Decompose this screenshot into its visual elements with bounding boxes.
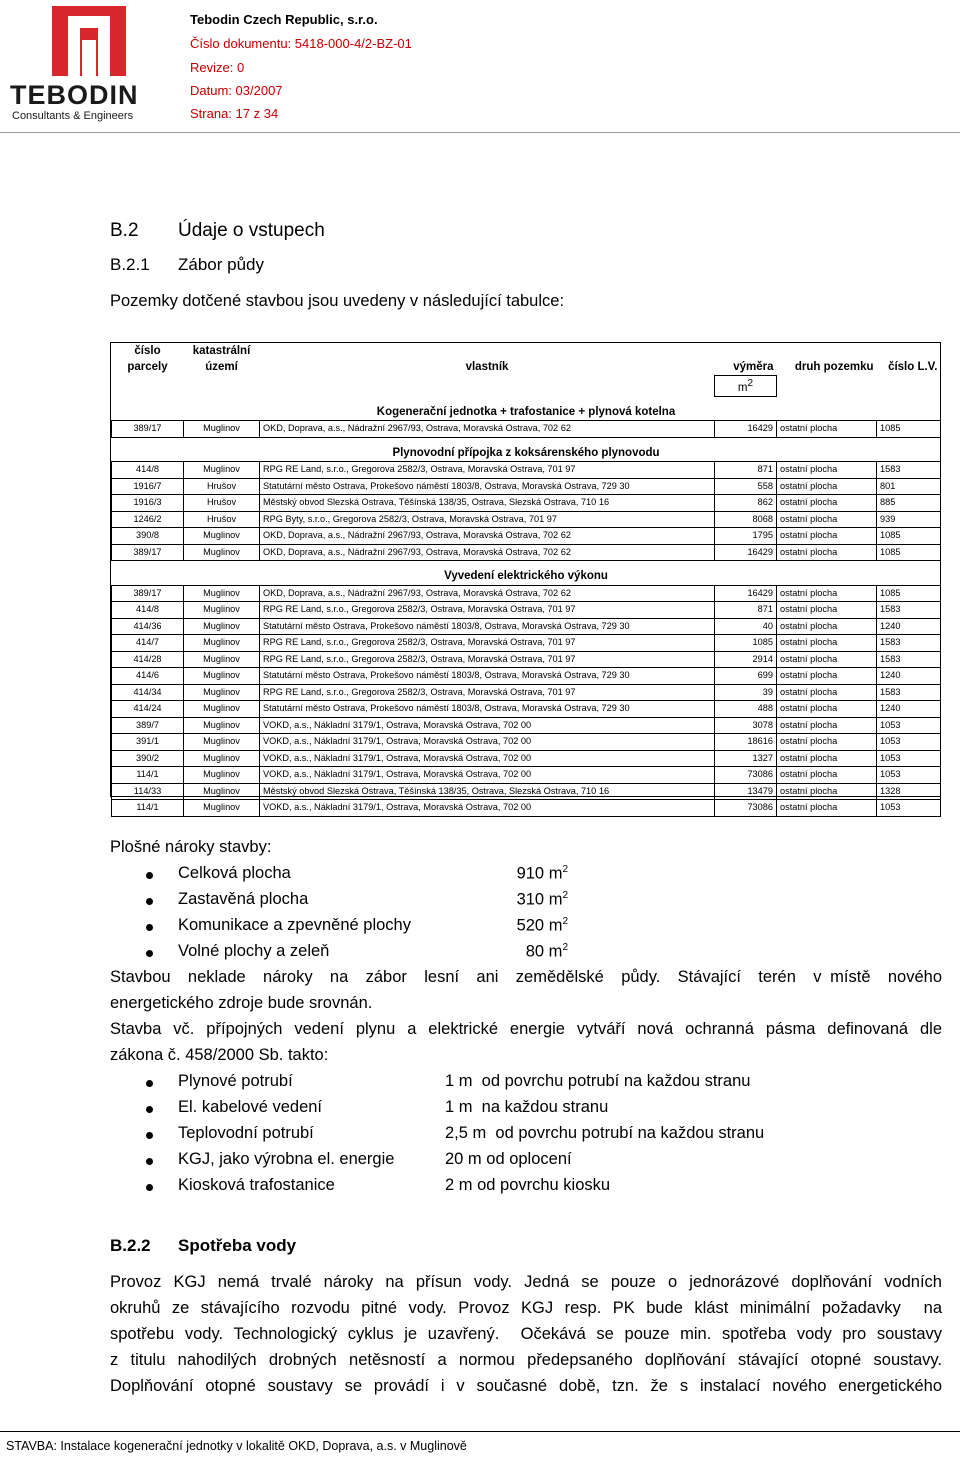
- table-row: [112, 421, 941, 438]
- land-type-cell: ostatní plocha: [777, 544, 877, 561]
- svg-text:TEBODIN: TEBODIN: [10, 80, 139, 110]
- parcel-cell: 1916/3: [112, 495, 184, 512]
- header-lv: číslo L.V.: [888, 361, 938, 374]
- parcel-cell: 414/8: [112, 602, 184, 619]
- parcel-cell: 1246/2: [112, 511, 184, 528]
- table-row: [112, 528, 941, 545]
- territory-cell: Muglinov: [184, 602, 260, 619]
- lv-cell: 1053: [877, 717, 941, 734]
- lv-cell: 1053: [877, 734, 941, 751]
- territory-cell: Muglinov: [184, 767, 260, 784]
- table-row: [112, 495, 941, 512]
- lv-cell: 939: [877, 511, 941, 528]
- land-type-cell: ostatní plocha: [777, 701, 877, 718]
- area-cell: 862: [715, 495, 777, 512]
- parcel-cell: 390/2: [112, 750, 184, 767]
- area-label: Komunikace a zpevněné plochy: [178, 916, 411, 934]
- land-type-cell: ostatní plocha: [777, 684, 877, 701]
- table-row: [112, 544, 941, 561]
- lv-cell: 1328: [877, 783, 941, 800]
- water-line: spotřebu vody. Technologický cyklus je uzavřený. Očekává se pouze min. spotřeba vody pro soustavy: [110, 1325, 942, 1343]
- section-number: B.2: [110, 220, 139, 241]
- lv-cell: 1053: [877, 750, 941, 767]
- subsection-2-title: Spotřeba vody: [178, 1236, 297, 1255]
- area-cell: 18616: [715, 734, 777, 751]
- table-row: [112, 511, 941, 528]
- parcel-cell: 390/8: [112, 528, 184, 545]
- company-name: Tebodin Czech Republic, s.r.o.: [190, 12, 378, 27]
- section-title: Údaje o vstupech: [178, 220, 325, 241]
- zone-label: KGJ, jako výrobna el. energie: [178, 1150, 395, 1168]
- parcel-cell: 391/1: [112, 734, 184, 751]
- owner-cell: Statutární město Ostrava, Prokešovo náměstí 1803/8, Ostrava, Moravská Ostrava, 729 30: [260, 478, 715, 495]
- area-cell: 871: [715, 602, 777, 619]
- parcel-cell: 414/36: [112, 618, 184, 635]
- water-line: okruhů ze stávajícího rozvodu pitné vody. Provoz KGJ resp. PK bude klást minimální požadavky na: [110, 1299, 942, 1317]
- parcel-cell: 389/17: [112, 544, 184, 561]
- header-area: výměra: [733, 361, 774, 373]
- land-type-cell: ostatní plocha: [777, 528, 877, 545]
- land-type-cell: ostatní plocha: [777, 767, 877, 784]
- table-row: [112, 783, 941, 800]
- land-type-cell: ostatní plocha: [777, 651, 877, 668]
- zone-value: 2,5 m od povrchu potrubí na každou stranu: [445, 1124, 765, 1142]
- table-row: [112, 701, 941, 718]
- land-type-cell: ostatní plocha: [777, 421, 877, 438]
- bullet-icon: [146, 1106, 153, 1113]
- area-cell: 39: [715, 684, 777, 701]
- lv-cell: 885: [877, 495, 941, 512]
- zone-label: Kiosková trafostanice: [178, 1176, 335, 1194]
- parcel-cell: 414/7: [112, 635, 184, 652]
- territory-cell: Muglinov: [184, 668, 260, 685]
- header-land-type: druh pozemku: [794, 361, 874, 374]
- area-cell: 40: [715, 618, 777, 635]
- owner-cell: RPG RE Land, s.r.o., Gregorova 2582/3, Ostrava, Moravská Ostrava, 701 97: [260, 684, 715, 701]
- area-cell: 3078: [715, 717, 777, 734]
- area-value: 520 $m^2$: [516, 916, 568, 935]
- table-row: [112, 734, 941, 751]
- lv-cell: 1053: [877, 767, 941, 784]
- parcel-cell: 1916/7: [112, 478, 184, 495]
- table-row: [112, 462, 941, 479]
- territory-cell: Muglinov: [184, 635, 260, 652]
- owner-cell: RPG Byty, s.r.o., Gregorova 2582/3, Ostrava, Moravská Ostrava, 701 97: [260, 511, 715, 528]
- table-row: [112, 684, 941, 701]
- revision: Revize: 0: [190, 60, 245, 75]
- table-row: [112, 717, 941, 734]
- area-label: Celková plocha: [178, 864, 291, 882]
- table-row: [112, 800, 941, 817]
- owner-cell: Městský obvod Slezská Ostrava, Těšínská 138/35, Ostrava, Slezská Ostrava, 710 16: [260, 783, 715, 800]
- header-parcel: číslo: [134, 345, 161, 357]
- territory-cell: Hrušov: [184, 478, 260, 495]
- area-cell: 8068: [715, 511, 777, 528]
- water-line: Provoz KGJ nemá trvalé nároky na přísun vody. Jedná se pouze o jednorázové doplňování vodních: [110, 1273, 942, 1291]
- land-type-cell: ostatní plocha: [777, 602, 877, 619]
- land-type-cell: ostatní plocha: [777, 462, 877, 479]
- land-type-cell: ostatní plocha: [777, 734, 877, 751]
- parcel-cell: 414/8: [112, 462, 184, 479]
- table-intro: Pozemky dotčené stavbou jsou uvedeny v následující tabulce:: [110, 292, 565, 310]
- parcel-cell: 414/24: [112, 701, 184, 718]
- table-row: [112, 767, 941, 784]
- area-cell: 13479: [715, 783, 777, 800]
- paragraph-2-line-1: Stavba vč. přípojných vedení plynu a elektrické energie vytváří nová ochranná pásma definovaná dle: [110, 1020, 942, 1038]
- area-needs-title: Plošné nároky stavby:: [110, 838, 272, 856]
- territory-cell: Muglinov: [184, 684, 260, 701]
- territory-cell: Muglinov: [184, 717, 260, 734]
- table-row: [112, 478, 941, 495]
- area-cell: 16429: [715, 544, 777, 561]
- footer-text: STAVBA: Instalace kogenerační jednotky v lokalitě OKD, Doprava, a.s. v Muglinově: [6, 1439, 467, 1453]
- table-row: [112, 635, 941, 652]
- lv-cell: 1583: [877, 651, 941, 668]
- area-cell: 1327: [715, 750, 777, 767]
- owner-cell: OKD, Doprava, a.s., Nádražní 2967/93, Ostrava, Moravská Ostrava, 702 62: [260, 585, 715, 602]
- footer-divider: [0, 1431, 960, 1432]
- bullet-icon: [146, 898, 153, 905]
- territory-cell: Muglinov: [184, 585, 260, 602]
- owner-cell: Městský obvod Slezská Ostrava, Těšínská 138/35, Ostrava, Slezská Ostrava, 710 16: [260, 495, 715, 512]
- zone-label: El. kabelové vedení: [178, 1098, 323, 1116]
- tebodin-logo: [8, 4, 164, 126]
- paragraph-1-line-1: Stavbou neklade nároky na zábor lesní ani zemědělské půdy. Stávající terén v místě nového: [110, 968, 942, 986]
- area-cell: 488: [715, 701, 777, 718]
- owner-cell: VOKD, a.s., Nákladní 3179/1, Ostrava, Moravská Ostrava, 702 00: [260, 734, 715, 751]
- area-value: 310 $m^2$: [516, 890, 568, 909]
- table-row: [112, 585, 941, 602]
- area-value: 910 $m^2$: [516, 864, 568, 883]
- zone-value: 1 m od povrchu potrubí na každou stranu: [445, 1072, 751, 1090]
- area-cell: 1795: [715, 528, 777, 545]
- area-cell: 1085: [715, 635, 777, 652]
- lv-cell: 1240: [877, 701, 941, 718]
- zone-value: 2 m od povrchu kiosku: [445, 1176, 611, 1194]
- lv-cell: 1583: [877, 684, 941, 701]
- bullet-icon: [146, 1184, 153, 1191]
- owner-cell: Statutární město Ostrava, Prokešovo náměstí 1803/8, Ostrava, Moravská Ostrava, 729 30: [260, 668, 715, 685]
- water-line: z titulu nahodilých drobných netěsností a normou předepsaného doplňování stávající otopné soustavy.: [110, 1351, 942, 1369]
- table-row: [112, 602, 941, 619]
- header-divider: [0, 132, 960, 133]
- owner-cell: RPG RE Land, s.r.o., Gregorova 2582/3, Ostrava, Moravská Ostrava, 701 97: [260, 462, 715, 479]
- lv-cell: 1583: [877, 635, 941, 652]
- zone-label: Plynové potrubí: [178, 1072, 293, 1090]
- paragraph-1-line-2: energetického zdroje bude srovnán.: [110, 994, 373, 1012]
- parcel-cell: 389/17: [112, 421, 184, 438]
- header-territory: katastrální: [192, 345, 251, 357]
- lv-cell: 1583: [877, 462, 941, 479]
- lv-cell: 1085: [877, 585, 941, 602]
- territory-cell: Muglinov: [184, 734, 260, 751]
- table-row: [112, 618, 941, 635]
- territory-cell: Muglinov: [184, 783, 260, 800]
- lv-cell: 1240: [877, 668, 941, 685]
- land-type-cell: ostatní plocha: [777, 585, 877, 602]
- owner-cell: OKD, Doprava, a.s., Nádražní 2967/93, Ostrava, Moravská Ostrava, 702 62: [260, 421, 715, 438]
- area-cell: 699: [715, 668, 777, 685]
- parcel-cell: 389/7: [112, 717, 184, 734]
- lv-cell: 1085: [877, 421, 941, 438]
- owner-cell: VOKD, a.s., Nákladní 3179/1, Ostrava, Moravská Ostrava, 702 00: [260, 750, 715, 767]
- territory-cell: Muglinov: [184, 618, 260, 635]
- paragraph-2-line-2: zákona č. 458/2000 Sb. takto:: [110, 1046, 329, 1064]
- table-section-title: Kogenerační jednotka + trafostanice + plynová kotelna: [376, 405, 676, 418]
- lv-cell: 1053: [877, 800, 941, 817]
- lv-cell: 1085: [877, 528, 941, 545]
- parcel-cell: 114/1: [112, 800, 184, 817]
- area-cell: 16429: [715, 421, 777, 438]
- owner-cell: VOKD, a.s., Nákladní 3179/1, Ostrava, Moravská Ostrava, 702 00: [260, 800, 715, 817]
- subsection-2-number: B.2.2: [110, 1236, 151, 1255]
- owner-cell: Statutární město Ostrava, Prokešovo náměstí 1803/8, Ostrava, Moravská Ostrava, 729 30: [260, 618, 715, 635]
- area-cell: 871: [715, 462, 777, 479]
- area-value: 80 $m^2$: [525, 942, 568, 961]
- parcel-cell: 414/6: [112, 668, 184, 685]
- page-number: Strana: 17 z 34: [190, 106, 279, 121]
- bullet-icon: [146, 1132, 153, 1139]
- header-parcel-2: parcely: [127, 361, 168, 374]
- area-label: Zastavěná plocha: [178, 890, 309, 908]
- owner-cell: OKD, Doprava, a.s., Nádražní 2967/93, Ostrava, Moravská Ostrava, 702 62: [260, 544, 715, 561]
- document-number: Číslo dokumentu: 5418-000-4/2-BZ-01: [190, 36, 412, 51]
- owner-cell: RPG RE Land, s.r.o., Gregorova 2582/3, Ostrava, Moravská Ostrava, 701 97: [260, 651, 715, 668]
- svg-text:Consultants & Engineers: Consultants & Engineers: [12, 110, 134, 122]
- bullet-icon: [146, 1158, 153, 1165]
- table-section-title: Plynovodní přípojka z koksárenského plynovodu: [392, 446, 660, 459]
- territory-cell: Muglinov: [184, 421, 260, 438]
- table-row: [112, 750, 941, 767]
- land-type-cell: ostatní plocha: [777, 478, 877, 495]
- land-type-cell: ostatní plocha: [777, 618, 877, 635]
- parcel-cell: 414/34: [112, 684, 184, 701]
- owner-cell: VOKD, a.s., Nákladní 3179/1, Ostrava, Moravská Ostrava, 702 00: [260, 767, 715, 784]
- bullet-icon: [146, 924, 153, 931]
- date: Datum: 03/2007: [190, 83, 283, 98]
- owner-cell: RPG RE Land, s.r.o., Gregorova 2582/3, Ostrava, Moravská Ostrava, 701 97: [260, 635, 715, 652]
- territory-cell: Muglinov: [184, 800, 260, 817]
- area-label: Volné plochy a zeleň: [178, 942, 330, 960]
- water-line: Doplňování otopné soustavy se provádí i v současné době, tzn. že s instalací nového energetického: [110, 1377, 942, 1395]
- parcel-cell: 114/1: [112, 767, 184, 784]
- area-cell: 558: [715, 478, 777, 495]
- land-type-cell: ostatní plocha: [777, 668, 877, 685]
- territory-cell: Muglinov: [184, 544, 260, 561]
- lv-cell: 1240: [877, 618, 941, 635]
- territory-cell: Muglinov: [184, 462, 260, 479]
- land-type-cell: ostatní plocha: [777, 750, 877, 767]
- owner-cell: RPG RE Land, s.r.o., Gregorova 2582/3, Ostrava, Moravská Ostrava, 701 97: [260, 602, 715, 619]
- subsection-title: Zábor půdy: [178, 255, 264, 274]
- land-type-cell: ostatní plocha: [777, 783, 877, 800]
- territory-cell: Hrušov: [184, 495, 260, 512]
- bullet-icon: [146, 872, 153, 879]
- land-type-cell: ostatní plocha: [777, 800, 877, 817]
- header-area-unit: $m^2$: [715, 376, 777, 397]
- subsection-number: B.2.1: [110, 255, 150, 274]
- table-section-title: Vyvedení elektrického výkonu: [444, 570, 608, 583]
- land-type-cell: ostatní plocha: [777, 495, 877, 512]
- area-cell: 73086: [715, 767, 777, 784]
- zone-value: 20 m od oplocení: [445, 1150, 572, 1168]
- area-cell: 16429: [715, 585, 777, 602]
- owner-cell: Statutární město Ostrava, Prokešovo náměstí 1803/8, Ostrava, Moravská Ostrava, 729 30: [260, 701, 715, 718]
- parcel-cell: 414/28: [112, 651, 184, 668]
- zone-label: Teplovodní potrubí: [178, 1124, 314, 1142]
- lv-cell: 801: [877, 478, 941, 495]
- territory-cell: Muglinov: [184, 750, 260, 767]
- land-type-cell: ostatní plocha: [777, 511, 877, 528]
- zone-value: 1 m na každou stranu: [445, 1098, 609, 1116]
- territory-cell: Muglinov: [184, 651, 260, 668]
- parcel-cell: 114/33: [112, 783, 184, 800]
- territory-cell: Muglinov: [184, 701, 260, 718]
- header-territory-2: území: [205, 361, 238, 374]
- table-row: [112, 651, 941, 668]
- land-type-cell: ostatní plocha: [777, 635, 877, 652]
- table-row: [112, 668, 941, 685]
- header-owner: vlastník: [465, 361, 509, 374]
- territory-cell: Muglinov: [184, 528, 260, 545]
- land-table: [110, 342, 941, 813]
- owner-cell: VOKD, a.s., Nákladní 3179/1, Ostrava, Moravská Ostrava, 702 00: [260, 717, 715, 734]
- lv-cell: 1085: [877, 544, 941, 561]
- territory-cell: Hrušov: [184, 511, 260, 528]
- land-type-cell: ostatní plocha: [777, 717, 877, 734]
- area-cell: 2914: [715, 651, 777, 668]
- lv-cell: 1583: [877, 602, 941, 619]
- owner-cell: OKD, Doprava, a.s., Nádražní 2967/93, Ostrava, Moravská Ostrava, 702 62: [260, 528, 715, 545]
- area-cell: 73086: [715, 800, 777, 817]
- bullet-icon: [146, 1080, 153, 1087]
- parcel-cell: 389/17: [112, 585, 184, 602]
- bullet-icon: [146, 950, 153, 957]
